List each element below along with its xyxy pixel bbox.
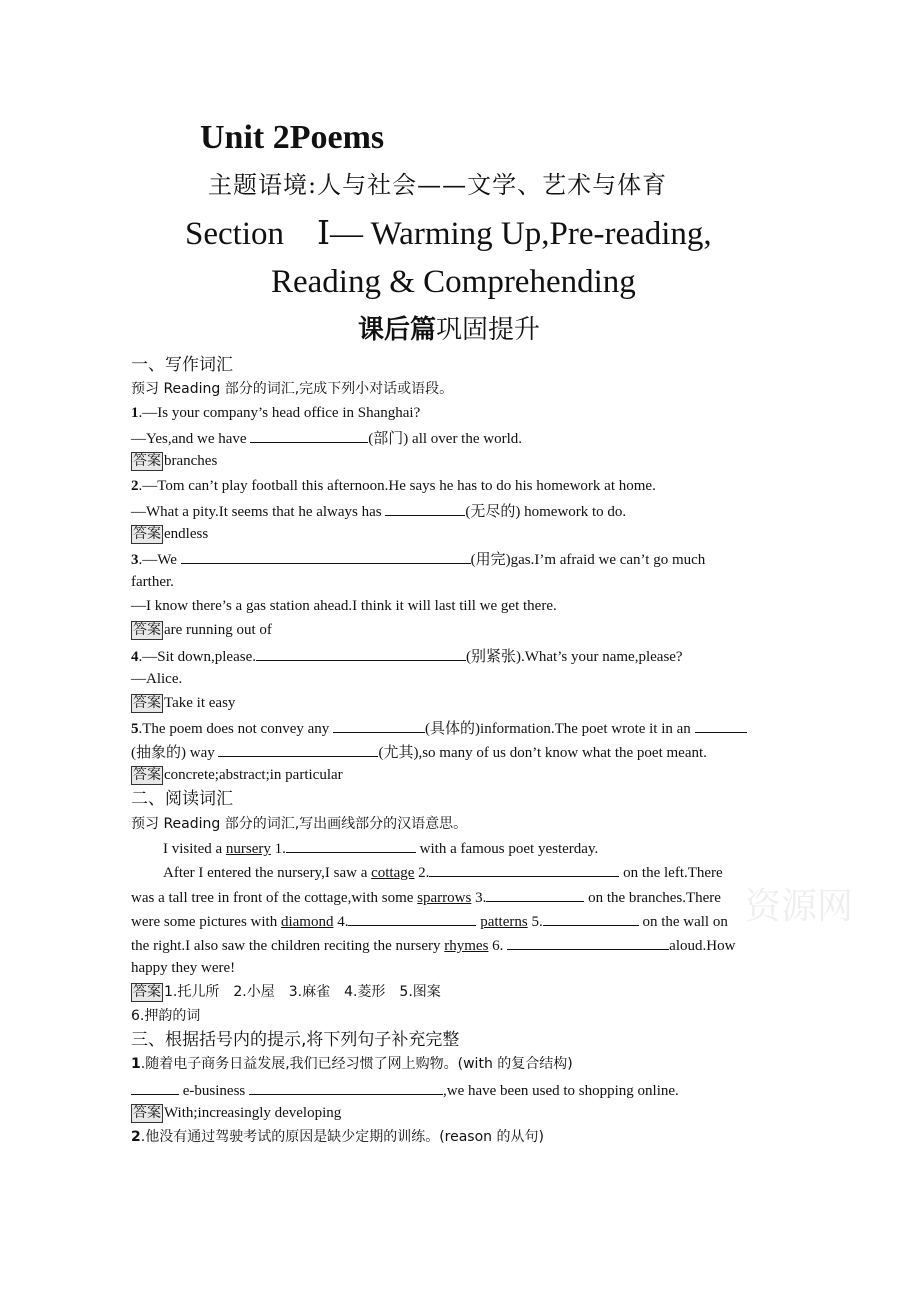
answer-blank[interactable]	[333, 718, 425, 733]
answer-blank[interactable]	[486, 887, 584, 902]
passage-line6: happy they were!	[131, 960, 236, 976]
q2-answer: 答案 endless	[133, 526, 209, 542]
answer-blank[interactable]	[429, 862, 619, 877]
q5-line1: 5.The poem does not convey any (具体的)information.The poet wrote it in an	[131, 718, 747, 738]
answer-badge: 答案	[133, 453, 161, 469]
q4-line2: —Alice.	[131, 671, 183, 687]
passage-line5: the right.I also saw the children reciting the nursery rhymes 6. aloud.How	[131, 935, 735, 955]
answer-badge: 答案	[133, 767, 161, 783]
answer-blank[interactable]	[256, 646, 466, 661]
theme-line: 主题语境:人与社会——文学、艺术与体育	[208, 171, 668, 199]
answer-blank[interactable]	[507, 935, 669, 950]
p3-q2-line1: 2.他没有通过驾驶考试的原因是缺少定期的训练。(reason 的从句)	[131, 1129, 544, 1145]
p3-q1-line2: e-business ,we have been used to shopping online.	[131, 1080, 679, 1100]
q3-line2: farther.	[131, 574, 174, 590]
section-title-line2: Reading & Comprehending	[271, 264, 636, 300]
q4-line1: 4.—Sit down,please. (别紧张).What’s your name,please?	[131, 646, 683, 666]
passage-line1: I visited a nursery 1. with a famous poet yesterday.	[163, 838, 598, 858]
q2-line2: —What a pity.It seems that he always has (无尽的) homework to do.	[131, 501, 626, 521]
part1-instruction: 预习 Reading 部分的词汇,完成下列小对话或语段。	[131, 381, 454, 397]
q1-answer: 答案 branches	[133, 453, 218, 469]
p3-q1-line1: 1.随着电子商务日益发展,我们已经习惯了网上购物。(with 的复合结构)	[131, 1056, 573, 1072]
q3-line1: 3.—We (用完)gas.I’m afraid we can’t go much	[131, 549, 705, 569]
answer-blank[interactable]	[181, 549, 471, 564]
q4-answer: 答案 Take it easy	[133, 695, 236, 711]
q2-line1: 2.—Tom can’t play football this afternoon.He says he has to do his homework at home.	[131, 478, 656, 494]
watermark: 资源网	[745, 886, 854, 927]
q1-line2: —Yes,and we have (部门) all over the world.	[131, 428, 522, 448]
answer-blank[interactable]	[543, 911, 639, 926]
answer-badge: 答案	[133, 695, 161, 711]
part2-instruction: 预习 Reading 部分的词汇,写出画线部分的汉语意思。	[131, 816, 468, 832]
answer-blank[interactable]	[218, 742, 378, 757]
answer-badge: 答案	[133, 984, 161, 1000]
q3-answer: 答案 are running out of	[133, 622, 272, 638]
q3-line3: —I know there’s a gas station ahead.I think it will last till we get there.	[131, 598, 557, 614]
part2-heading: 二、阅读词汇	[131, 789, 233, 809]
q1-line1: 1.—Is your company’s head office in Shanghai?	[131, 405, 421, 421]
section-title-line1: Section Ⅰ— Warming Up,Pre-reading,	[185, 216, 712, 252]
answer-badge: 答案	[133, 1105, 161, 1121]
part2-answer-cont: 6.押韵的词	[131, 1008, 201, 1024]
part1-heading: 一、写作词汇	[131, 355, 233, 375]
answer-blank[interactable]	[131, 1080, 179, 1095]
answer-blank[interactable]	[249, 1080, 443, 1095]
answer-badge: 答案	[133, 622, 161, 638]
answer-blank[interactable]	[348, 911, 476, 926]
part2-answer: 答案 1.托儿所 2.小屋 3.麻雀 4.菱形 5.图案	[133, 984, 441, 1000]
answer-blank[interactable]	[695, 718, 747, 733]
answer-blank[interactable]	[286, 838, 416, 853]
answer-badge: 答案	[133, 526, 161, 542]
passage-line3: was a tall tree in front of the cottage,with some sparrows 3. on the branches.There	[131, 887, 721, 907]
q5-line2: (抽象的) way (尤其),so many of us don’t know what the poet meant.	[131, 742, 707, 762]
passage-line2: After I entered the nursery,I saw a cottage 2. on the left.There	[163, 862, 723, 882]
answer-blank[interactable]	[250, 428, 368, 443]
p3-q1-answer: 答案 With;increasingly developing	[133, 1105, 342, 1121]
answer-blank[interactable]	[385, 501, 465, 516]
page-kind-title: 课后篇巩固提升	[358, 315, 541, 345]
passage-line4: were some pictures with diamond 4. patterns 5. on the wall on	[131, 911, 728, 931]
unit-title: Unit 2Poems	[200, 119, 385, 156]
q5-answer: 答案 concrete;abstract;in particular	[133, 767, 343, 783]
part3-heading: 三、根据括号内的提示,将下列句子补充完整	[131, 1030, 460, 1050]
